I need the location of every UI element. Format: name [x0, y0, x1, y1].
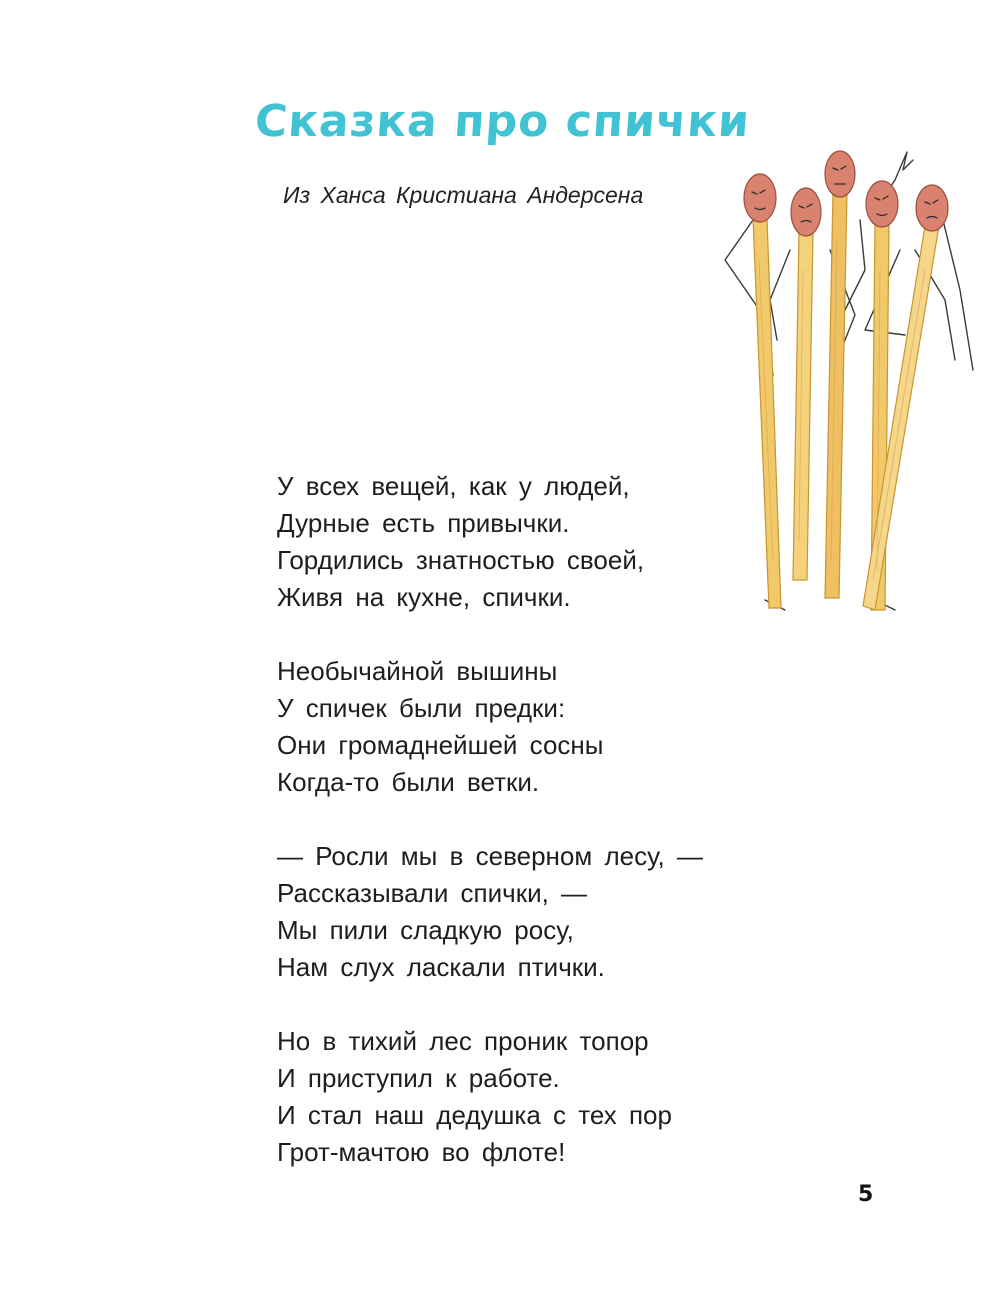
stanza-1: [277, 468, 777, 616]
poem-line: Грот-мачтою во флоте!: [277, 1137, 566, 1167]
poem-line: Мы пили сладкую росу,: [277, 915, 574, 945]
poem-line: Необычайной вышины: [277, 656, 558, 686]
poem-line: Но в тихий лес проник топор: [277, 1026, 649, 1056]
poem-line: Когда-то были ветки.: [277, 767, 540, 797]
author-subtitle: Из Ханса Кристиана Андерсена: [283, 182, 644, 208]
poem: [277, 468, 777, 1208]
poem-line: Они громаднейшей сосны: [277, 730, 604, 760]
stanza-3: [277, 838, 777, 986]
poem-line: Гордились знатностью своей,: [277, 545, 645, 575]
page-title: Сказка про спички: [253, 96, 752, 147]
poem-line: И приступил к работе.: [277, 1063, 560, 1093]
poem-line: Дурные есть привычки.: [277, 508, 570, 538]
poem-line: Рассказывали спички, —: [277, 878, 588, 908]
poem-line: У всех вещей, как у людей,: [277, 471, 630, 501]
stanza-4: [277, 1023, 777, 1171]
poem-line: Живя на кухне, спички.: [277, 582, 571, 612]
stanza-2: [277, 653, 777, 801]
poem-line: Нам слух ласкали птички.: [277, 952, 605, 982]
poem-line: И стал наш дедушка с тех пор: [277, 1100, 672, 1130]
poem-line: — Росли мы в северном лесу, —: [277, 841, 703, 871]
page-number: 5: [858, 1182, 874, 1207]
poem-line: У спичек были предки:: [277, 693, 566, 723]
